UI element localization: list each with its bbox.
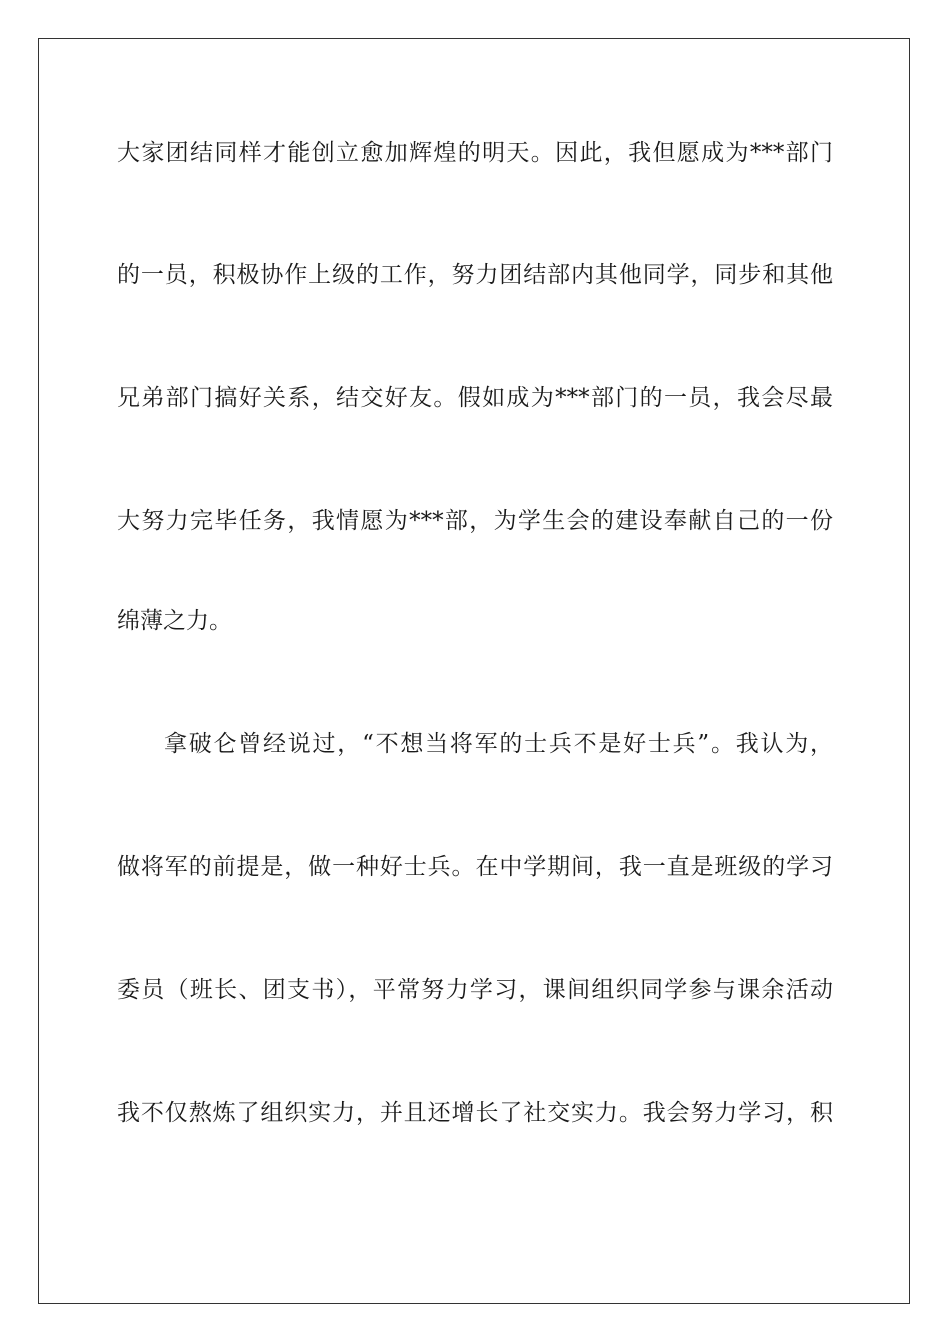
text-line-1: 大家团结同样才能创立愈加辉煌的明天。因此，我但愿成为***部门 xyxy=(117,140,833,166)
text-line-2: 的一员，积极协作上级的工作，努力团结部内其他同学，同步和其他 xyxy=(117,262,833,288)
text-line-8: 委员（班长、团支书），平常努力学习，课间组织同学参与课余活动 xyxy=(117,977,833,1003)
text-line-7: 做将军的前提是，做一种好士兵。在中学期间，我一直是班级的学习 xyxy=(117,854,833,880)
text-line-3: 兄弟部门搞好关系，结交好友。假如成为***部门的一员，我会尽最 xyxy=(117,385,833,411)
text-line-9: 我不仅熬炼了组织实力，并且还增长了社交实力。我会努力学习，积 xyxy=(117,1100,833,1126)
text-line-5: 绵薄之力。 xyxy=(117,608,232,634)
text-line-4: 大努力完毕任务，我情愿为***部，为学生会的建设奉献自己的一份 xyxy=(117,508,833,534)
text-line-6: 拿破仑曾经说过，“不想当将军的士兵不是好士兵”。我认为， xyxy=(164,731,833,757)
